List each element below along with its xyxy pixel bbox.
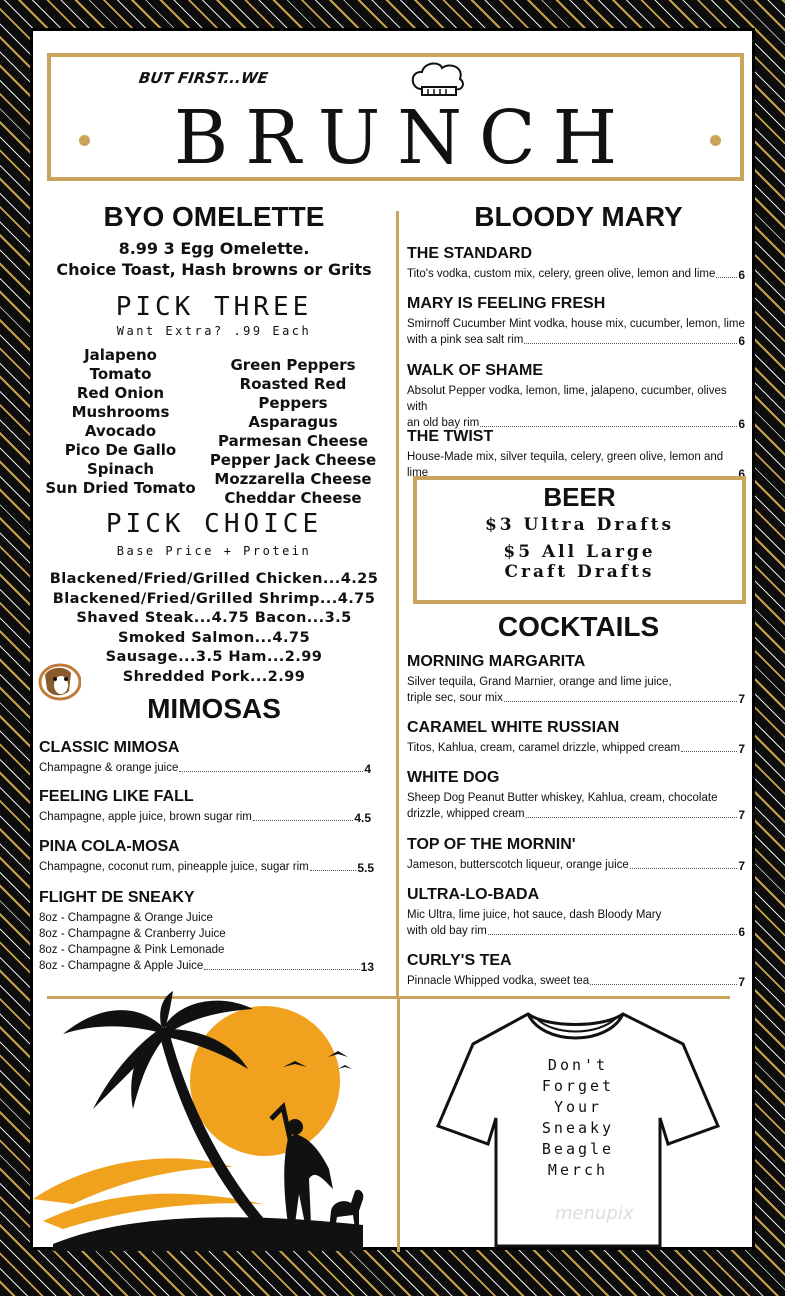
protein-list [33,569,395,686]
pick-choice-title: PICK CHOICE [105,509,323,539]
menu-item [407,362,745,431]
item-desc: with a pink sea salt rim [407,334,524,346]
item-desc: Titos, Kahlua, cream, caramel drizzle, whipped cream [407,742,681,754]
item-desc: Tito's vodka, custom mix, celery, green olive, lemon and lime [407,268,716,280]
bloody-mary-title: BLOODY MARY [474,201,683,232]
menu-item [407,653,745,706]
bottom-column-divider [397,997,400,1252]
menu-item [407,719,745,756]
item-price: 6 [738,925,745,939]
item-name: MARY IS FEELING FRESH [407,295,606,312]
item-name: WALK OF SHAME [407,362,543,379]
omelette-line-2: Choice Toast, Hash browns or Grits [56,260,372,279]
item-name: WHITE DOG [407,769,500,786]
item-desc-line: Smirnoff Cucumber Mint vodka, house mix, cucumber, lemon, lime [407,318,745,330]
page-title: BRUNCH [173,95,635,181]
item-desc: House-Made mix, silver tequila, celery, green olive, lemon and lime [407,451,724,479]
item-name: CARAMEL WHITE RUSSIAN [407,719,620,736]
item-price: 5.5 [357,861,374,875]
menu-item [407,245,745,282]
item-desc-line: 8oz - Champagne & Orange Juice [39,912,213,924]
pick-three-col-2 [203,356,383,508]
column-divider [396,211,399,996]
protein-line: Sausage...3.5 Ham...2.99 [105,648,323,665]
item-desc-line: Mic Ultra, lime juice, hot sauce, dash Bloody Mary [407,909,662,921]
menu-item [407,836,745,873]
item-name: CURLY'S TEA [407,952,512,969]
menu-item [407,769,745,822]
menu-item [39,889,374,974]
pick-three-subtitle: Want Extra? .99 Each [116,324,312,338]
item-desc-line: 8oz - Champagne & Pink Lemonade [39,944,225,956]
menu-item [39,838,374,875]
protein-line: Shaved Steak...4.75 Bacon...3.5 [76,609,352,626]
menu-card [30,28,755,1250]
item-price: 6 [738,268,745,282]
item-name: TOP OF THE MORNIN' [407,836,576,853]
beer-box [413,476,746,604]
item-name: PINA COLA-MOSA [39,838,180,855]
item-price: 7 [738,742,745,756]
shirt-line: Don't [547,1056,609,1074]
topping-item: Jalapeno [84,346,157,364]
topping-item: Cheddar Cheese [224,489,362,507]
topping-item: Parmesan Cheese [218,432,368,450]
item-price: 4 [364,762,371,776]
item-name: CLASSIC MIMOSA [39,739,180,756]
menu-item [407,886,745,939]
item-price: 7 [738,975,745,989]
pick-three-col-1 [33,346,208,498]
item-price: 6 [738,417,745,431]
item-name: MORNING MARGARITA [407,653,586,670]
item-price: 7 [738,808,745,822]
item-desc-line: 8oz - Champagne & Cranberry Juice [39,928,226,940]
item-price: 7 [738,859,745,873]
item-desc-line: Absolut Pepper vodka, lemon, lime, jalapeno, cucumber, olives with [407,385,727,413]
menu-item [39,739,371,776]
topping-item: Asparagus [248,413,338,431]
shirt-line: Sneaky [541,1119,615,1137]
mimosas-title: MIMOSAS [147,693,281,724]
item-desc: 8oz - Champagne & Apple Juice [39,960,204,972]
pick-choice-subtitle: Base Price + Protein [116,544,312,558]
beer-title: BEER [543,482,616,512]
menu-item [407,295,745,348]
item-desc: Champagne, apple juice, brown sugar rim [39,811,252,823]
item-price: 7 [738,692,745,706]
protein-line: Smoked Salmon...4.75 [117,628,311,646]
item-price: 4.5 [354,811,371,825]
cocktails-title: COCKTAILS [497,611,660,642]
menu-item [407,952,745,989]
chef-hat-icon [406,59,470,97]
shirt-line: Forget [541,1077,615,1095]
beer-line-2: $5 All Large [503,542,656,562]
omelette-line-1: 8.99 3 Egg Omelette. [118,239,310,258]
item-name: ULTRA-LO-BADA [407,886,540,903]
pick-three-title: PICK THREE [115,292,313,322]
item-desc: Champagne & orange juice [39,762,179,774]
watermark: menupix [555,1203,634,1224]
palm-beach-illustration [33,989,395,1251]
shirt-line: Merch [547,1161,609,1179]
menu-item [407,428,745,481]
topping-item: Spinach [86,460,155,478]
item-name: THE TWIST [407,428,494,445]
protein-line: Blackened/Fried/Grilled Shrimp...4.75 [52,589,376,607]
topping-item: Green Peppers [230,356,356,374]
beer-line-1: $3 Ultra Drafts [484,515,675,535]
topping-item: Red Onion [76,384,165,402]
omelette-title: BYO OMELETTE [103,201,325,232]
topping-item: Mushrooms [71,403,170,421]
item-desc: Champagne, coconut rum, pineapple juice, sugar rim [39,861,309,873]
topping-item: Mozzarella Cheese [214,470,372,488]
item-desc: Jameson, butterscotch liqueur, orange juice [407,859,629,871]
item-desc: an old bay rim [407,417,480,429]
item-price: 6 [738,334,745,348]
tshirt-text [428,1055,728,1181]
item-price: 6 [738,467,745,481]
header-box [47,53,744,181]
beer-line-3: Craft Drafts [504,562,655,582]
item-desc: triple sec, sour mix [407,692,503,704]
topping-item: Sun Dried Tomato [45,479,196,497]
item-desc-line: Sheep Dog Peanut Butter whiskey, Kahlua, cream, chocolate [407,792,718,804]
item-name: FLIGHT DE SNEAKY [39,889,195,906]
item-desc-line: Silver tequila, Grand Marnier, orange and lime juice, [407,676,672,688]
topping-item: Tomato [89,365,152,383]
item-desc: with old bay rim [407,925,487,937]
shirt-line: Your [553,1098,603,1116]
item-desc: Pinnacle Whipped vodka, sweet tea [407,975,590,987]
shirt-line: Beagle [541,1140,615,1158]
menu-item [39,788,371,825]
item-name: THE STANDARD [407,245,533,262]
topping-item: Pepper Jack Cheese [209,451,377,469]
item-price: 13 [360,960,374,974]
topping-item: Pico De Gallo [64,441,177,459]
item-name: FEELING LIKE FALL [39,788,194,805]
topping-item: Roasted Red Peppers [239,375,347,412]
protein-line: Shredded Pork...2.99 [122,667,306,685]
topping-item: Avocado [84,422,157,440]
item-desc: drizzle, whipped cream [407,808,525,820]
tagline: BUT FIRST...WE [137,69,270,87]
protein-line: Blackened/Fried/Grilled Chicken...4.25 [49,570,379,587]
